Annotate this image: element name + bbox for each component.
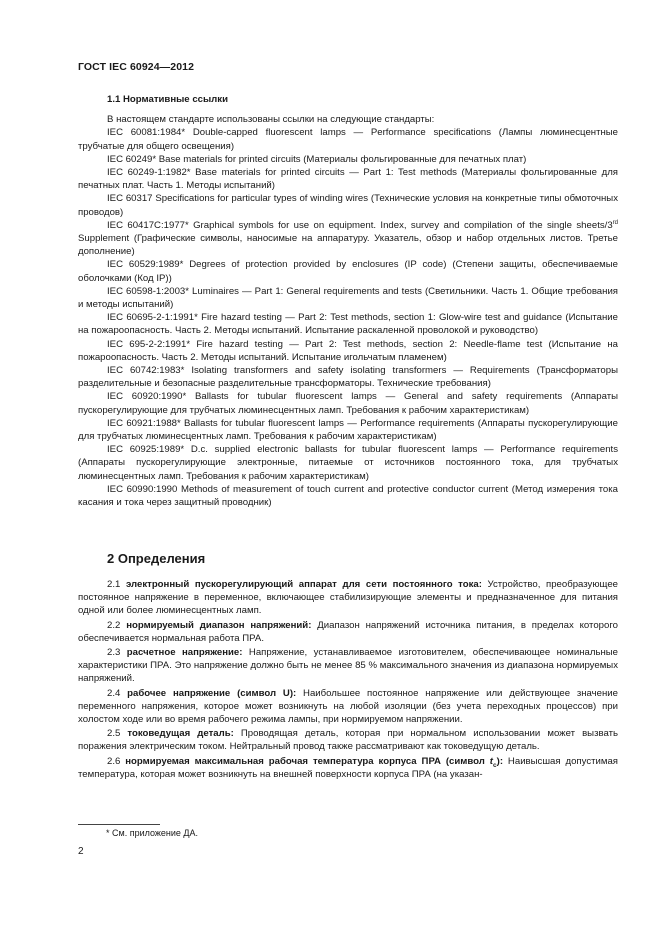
definition-term: токоведущая деталь: (127, 728, 234, 740)
reference-item: IEC 60598-1:2003* Luminaires — Part 1: General requirements and tests (Светильники. Часть 1. Общие требования и методы испытаний) (78, 285, 618, 311)
symbol-subscript: c (493, 761, 497, 769)
definition-text: Наивысшая допустимая температура, которая может возникнуть на внешней поверхности корпуса ПРА (на указан- (78, 755, 618, 780)
definition-text: Диапазон напряжений источника питания, в пределах которого обеспечивается нормальная работа ПРА. (78, 619, 618, 644)
symbol: t (489, 755, 493, 767)
reference-item: IEC 60925:1989* D.c. supplied electronic ballasts for tubular fluorescent lamps — Performance requirements (Аппараты пускорегулирующие электронные, питаемые от источников постоянного тока, для трубчатых люминесцентных ламп. Требования к рабочим характеристикам) (78, 444, 618, 482)
page-number: 2 (78, 846, 84, 857)
definition-term: нормируемый диапазон напряжений: (126, 619, 312, 631)
normative-references-section (78, 93, 618, 509)
reference-item-graphical (78, 219, 618, 259)
definition-item (78, 619, 618, 645)
reference-text: IEC 60417C:1977* Graphical symbols for use on equipment. Index, survey and compilation of the single sheets/3 (107, 219, 613, 231)
footnote-divider (78, 824, 160, 825)
definition-number: 2.5 (107, 728, 128, 740)
superscript: rd (612, 219, 618, 226)
reference-item: IEC 60529:1989* Degrees of protection provided by enclosures (IP code) (Степени защиты, обеспечиваемые оболочками (Код IP)) (78, 259, 618, 284)
definition-number: 2.1 (107, 579, 126, 590)
definition-term: рабочее напряжение (символ U): (127, 687, 297, 699)
page-header: ГОСТ IEC 60924—2012 (78, 61, 195, 73)
definition-text: Напряжение, устанавливаемое изготовителем, обеспечивающее номинальные характеристики ПРА. Это напряжение должно быть не менее 85 % максимального значения из диапазона нормируемых напряжений. (78, 647, 618, 685)
reference-item: IEC 60921:1988* Ballasts for tubular fluorescent lamps — Performance requirements (Аппараты пускорегулирующие для трубчатых люминесцентных ламп. Требования к рабочим характеристикам) (78, 417, 618, 443)
definition-item (78, 578, 618, 618)
definition-number: 2.3 (107, 647, 127, 659)
definition-number: 2.2 (107, 619, 127, 631)
definition-text: Проводящая деталь, которая при нормальном использовании может вызвать поражения электрическим током. Нейтральный провод также рассматривают как токоведущую деталь. (78, 728, 618, 753)
definitions-section (78, 578, 618, 782)
definition-item (78, 646, 618, 686)
definition-term-text: нормируемая максимальная рабочая температура корпуса ПРА (символ (125, 755, 490, 767)
reference-item: IEC 695-2-2:1991* Fire hazard testing — Part 2: Test methods, section 2: Needle-flame test (Испытание на пожароопасность. Часть 2. Методы испытаний. Испытание игольчатым пламенем) (78, 338, 618, 363)
reference-item: IEC 60249* Base materials for printed circuits (Материалы фольгированные для печатных плат) (107, 153, 527, 165)
definition-term-end: ): (496, 755, 504, 767)
definition-text: Наибольшее постоянное напряжение или действующее значение переменного напряжения, которое может возникнуть на любой изоляции (без учета переходных процессов) при холостом ходе или во время рабочего режима лампы, при нормируемом напряжении. (78, 687, 618, 726)
references-intro: В настоящем стандарте использованы ссылки на следующие стандарты: (107, 114, 435, 126)
definition-item (78, 755, 618, 781)
reference-item: IEC 60920:1990* Ballasts for tubular fluorescent lamps — General and safety requirements (Аппараты пускорегулирующие для трубчатых люминесцентных ламп. Требования к рабочим характеристикам) (78, 391, 618, 416)
subsection-heading: 1.1 Нормативные ссылки (107, 94, 228, 105)
definition-item (78, 727, 618, 753)
reference-item: IEC 60695-2-1:1991* Fire hazard testing — Part 2: Test methods, section 1: Glow-wire test and guidance (Испытание на пожароопасность. Часть 2. Методы испытаний. Испытание раскаленной проволокой и руководство) (78, 312, 618, 337)
reference-item: IEC 60249-1:1982* Base materials for printed circuits — Part 1: Test methods (Материалы фольгированные для печатных плат. Часть 1. Методы испытаний) (78, 167, 618, 192)
definition-term: электронный пускорегулирующий аппарат для сети постоянного тока: (125, 579, 482, 590)
definition-text: Устройство, преобразующее постоянное напряжение в переменное, включающее стабилизирующие элементы и предназначенное для питания одной или более люминесцентных ламп. (78, 579, 618, 617)
reference-item: IEC 60742:1983* Isolating transformers and safety isolating transformers — Requirements (Трансформаторы разделительные и безопасные разделительные трансформаторы. Технические требования) (78, 365, 618, 390)
definition-item (78, 687, 618, 727)
reference-item: IEC 60317 Specifications for particular types of winding wires (Технические условия на конкретные типы обмоточных проводов) (78, 193, 618, 218)
reference-text: Supplement (Графические символы, наносимые на аппаратуру. Указатель, обзор и набор отдельных листов. Третье дополнение) (78, 233, 618, 258)
reference-item: IEC 60081:1984* Double-capped fluorescent lamps — Performance specifications (Лампы люминесцентные трубчатые для общего освещения) (78, 127, 618, 152)
definition-term (125, 756, 503, 767)
footnote: * См. приложение ДА. (106, 828, 198, 838)
definition-number: 2.6 (107, 755, 126, 767)
definition-number: 2.4 (107, 687, 128, 699)
reference-item: IEC 60990:1990 Methods of measurement of touch current and protective conductor current (Метод измерения тока касания и тока через защитный проводник) (78, 483, 618, 509)
definition-term: расчетное напряжение: (126, 647, 243, 659)
section-title: 2 Определения (107, 551, 206, 566)
